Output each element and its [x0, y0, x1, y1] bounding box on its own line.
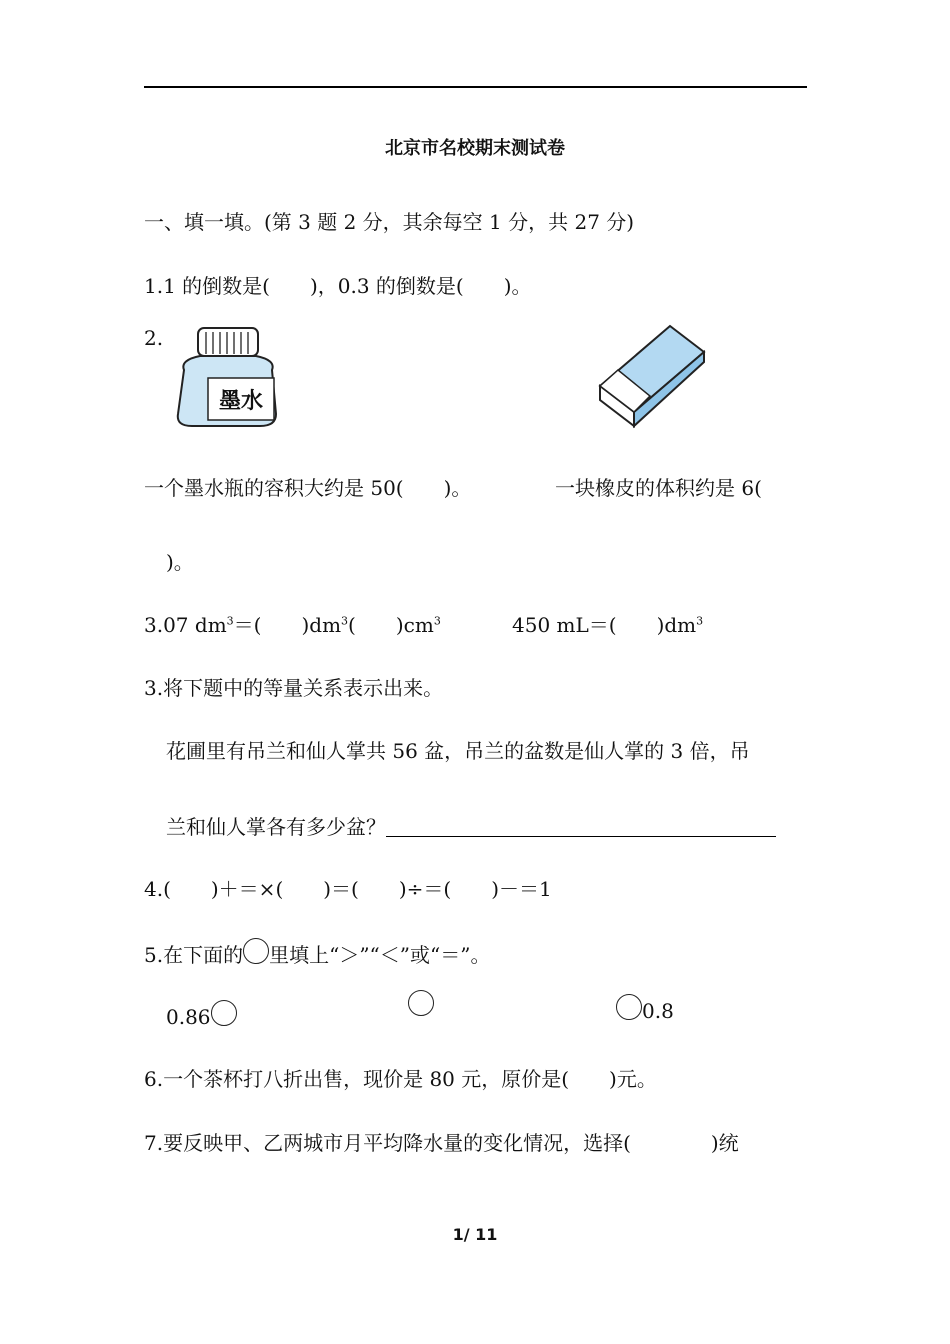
circle-symbol: [243, 938, 269, 964]
compare-value: 0.86: [166, 1005, 211, 1029]
question-5-suffix: 里填上“＞”“＜”或“＝”。: [269, 943, 491, 967]
eraser-illustration: [592, 322, 708, 434]
conv-part4: 450 mL＝( )dm: [512, 613, 697, 637]
conv-part1: 3.07 dm: [144, 613, 227, 637]
question-5-prefix: 5.在下面的: [144, 943, 244, 967]
sup: 3: [226, 614, 234, 628]
compare-value: 0.8: [642, 999, 674, 1023]
question-4: 4.( )＋＝×( )＝( )÷＝( )－＝1: [144, 877, 552, 901]
question-2-ink-text: 一个墨水瓶的容积大约是 50( )。: [144, 476, 472, 500]
question-3b-body-line2: [166, 816, 776, 837]
section-heading: 一、填一填。(第 3 题 2 分，其余每空 1 分，共 27 分): [144, 210, 635, 234]
question-3b-body-text: 兰和仙人掌各有多少盆？: [166, 815, 386, 839]
question-3-conversion: [144, 615, 441, 635]
question-3-volume: [512, 615, 703, 635]
question-6: 6.一个茶杯打八折出售，现价是 80 元，原价是( )元。: [144, 1067, 657, 1091]
question-2-eraser-close: )。: [166, 550, 194, 574]
conv-part3: ( )cm: [348, 613, 434, 637]
compare-item-3: [616, 994, 674, 1021]
conv-part2: ＝( )dm: [233, 613, 342, 637]
header-rule: [144, 86, 807, 88]
question-5: [144, 938, 490, 965]
ink-bottle-illustration: [170, 322, 285, 430]
sup: 3: [696, 614, 704, 628]
sup: 3: [433, 614, 441, 628]
page-number: 1/ 11: [452, 1225, 498, 1244]
answer-line[interactable]: [386, 816, 776, 837]
question-7: 7.要反映甲、乙两城市月平均降水量的变化情况，选择( )统: [144, 1131, 739, 1155]
compare-item-2: [408, 990, 434, 1017]
question-2-number: 2.: [144, 326, 164, 350]
question-3b: 3.将下题中的等量关系表示出来。: [144, 676, 444, 700]
compare-circle[interactable]: [616, 994, 642, 1020]
question-1: 1.1 的倒数是( )，0.3 的倒数是( )。: [144, 274, 532, 298]
question-2-eraser-text: 一块橡皮的体积约是 6(: [555, 476, 762, 500]
question-3b-body-line1: 花圃里有吊兰和仙人掌共 56 盆，吊兰的盆数是仙人掌的 3 倍，吊: [166, 739, 750, 763]
compare-circle[interactable]: [211, 1000, 237, 1026]
compare-circle[interactable]: [408, 990, 434, 1016]
compare-item-1: [166, 1000, 237, 1027]
page-title: 北京市名校期末测试卷: [385, 138, 565, 159]
ink-bottle-label: 墨水: [218, 389, 264, 414]
sup: 3: [341, 614, 349, 628]
